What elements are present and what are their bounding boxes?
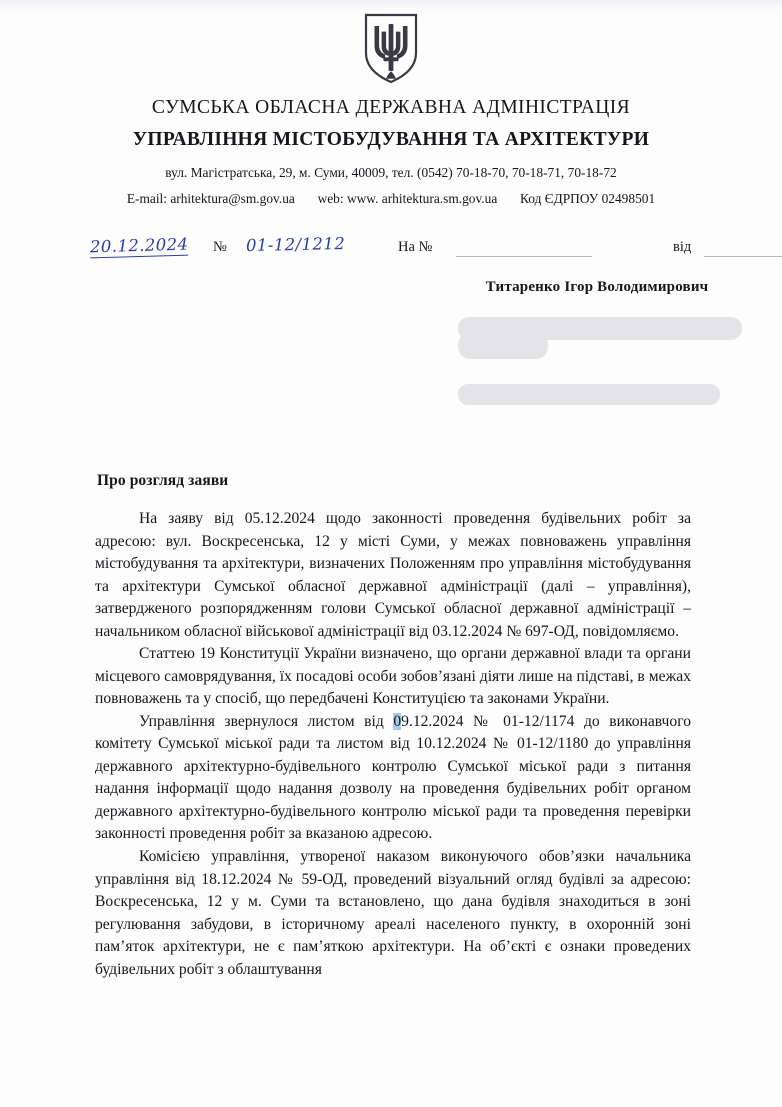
paragraph-with-selection — [95, 711, 691, 846]
redacted-address — [452, 317, 742, 407]
subject-line: Про розгляд заяви — [97, 472, 229, 489]
paragraph: На заяву від 05.12.2024 щодо законності проведення будівельних робіт за адресою: вул. Воскресенська, 12 у місті Суми, у межах повноважень управління містобудування та архітектури, визначених Положенням про управління містобудування та архітектури Сумської обласної державної адміністрації (далі – управління), затвердженого розпорядженням голови Сумської обласної державної адміністрації – начальником обласної військової адміністрації від 03.12.2024 № 697-ОД, повідомляємо. — [95, 510, 691, 640]
paragraph: Комісією управління, утвореної наказом виконуючого обов’язки начальника управління від 18.12.2024 № 59-ОД, проведений візуальний огляд будівлі за адресою: Воскресенська, 12 у м. Суми та встановлено, що дана будівля знаходиться в зоні регулювання забудови, в історичному ареалі населеного пункту, в охоронній зоні пам’яток архітектури, не є пам’яткою архітектури. На об’єкті є ознаки проведених будівельних робіт з облаштування — [95, 847, 691, 978]
paragraph: Статтею 19 Конституції України визначено, що органи державної влади та органи місцевого самоврядування, їх посадові особи зобов’язані діяти лише на підставі, в межах повноважень та у спосіб, що передбачені Конституцією та законами України. — [95, 645, 691, 708]
website-label: web: www. arhitektura.sm.gov.ua — [317, 191, 498, 207]
scan-tint — [0, 0, 782, 12]
letterhead — [46, 96, 736, 208]
redaction-bar — [458, 333, 548, 359]
incoming-number-label: На № — [398, 239, 433, 255]
incoming-number-rule — [456, 256, 592, 257]
incoming-date-label: від — [673, 239, 692, 255]
department-name: УПРАВЛІННЯ МІСТОБУДУВАННЯ ТА АРХІТЕКТУРИ — [132, 129, 650, 151]
number-symbol: № — [213, 239, 227, 255]
handwritten-date: 20.12.2024 — [89, 234, 189, 257]
contact-line — [46, 190, 736, 207]
ukrainian-coat-of-arms-icon — [363, 12, 419, 84]
paragraph-lead: Управління звернулося листом від — [139, 712, 394, 730]
reference-row — [89, 233, 738, 266]
incoming-date-rule — [704, 256, 782, 257]
addressee-block — [452, 279, 742, 407]
addressee-name: Титаренко Ігор Володимирович — [485, 279, 709, 295]
document-body — [95, 508, 691, 981]
emblem-container — [0, 12, 782, 84]
handwritten-reference-number: 01-12/1212 — [245, 233, 346, 256]
redaction-bar — [458, 384, 720, 405]
text-selection-highlight: 0 — [393, 712, 402, 730]
email-label: E-mail: arhitektura@sm.gov.ua — [126, 191, 295, 207]
address-line: вул. Магістратська, 29, м. Суми, 40009, тел. (0542) 70-18-70, 70-18-71, 70-18-72 — [165, 164, 617, 180]
paragraph-rest: 9.12.2024 № 01-12/1174 до виконавчого комітету Сумської міської ради та листом від 10.12.2024 № 01-12/1180 до управління державного архітектурно-будівельного контролю Сумської міської ради з питання надання інформації щодо надання дозволу на проведення будівельних робіт органом державного архітектурно-будівельного контролю міської ради та проведення перевірки законності проведення робіт за вказаною адресою. — [95, 712, 692, 843]
edrpou-label: Код ЄДРПОУ 02498501 — [520, 191, 656, 207]
organization-name: СУМСЬКА ОБЛАСНА ДЕРЖАВНА АДМІНІСТРАЦІЯ — [151, 97, 631, 118]
